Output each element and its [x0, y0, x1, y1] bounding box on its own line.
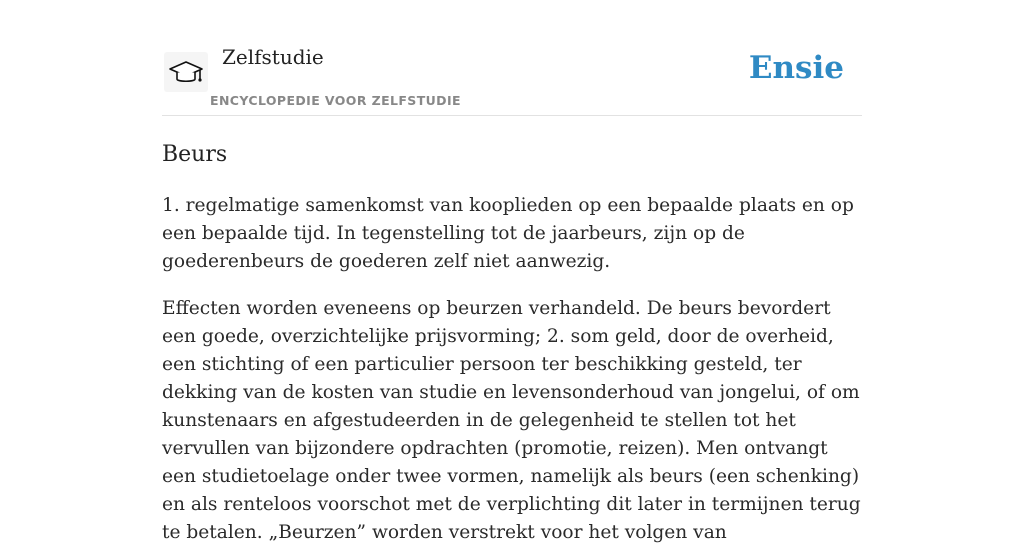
- site-title[interactable]: Zelfstudie: [222, 45, 324, 69]
- brand-logo[interactable]: Ensie: [748, 50, 844, 86]
- graduation-cap-icon: [168, 58, 204, 88]
- site-logo[interactable]: [164, 52, 208, 92]
- site-subtitle: ENCYCLOPEDIE VOOR ZELFSTUDIE: [210, 93, 461, 108]
- article-title: Beurs: [162, 142, 228, 167]
- article: [162, 140, 862, 547]
- article-paragraph: Effecten worden eveneens op beurzen verhandeld. De beurs bevordert een goede, overzichtelijke prijsvorming; 2. som geld, door de overheid, een stichting of een particulier persoon ter beschikking gesteld, ter dekking van de kosten van studie en levensonderhoud van jongelui, of om kunstenaars en afgestudeerden in de gelegenheid te stellen tot het vervullen van bijzondere opdrachten (promotie, reizen). Men ontvangt een studietoelage onder twee vormen, namelijk als beurs (een schenking) en als renteloos voorschot met de verplichting dit later in termijnen terug te betalen. „Beurzen” worden verstrekt voor het volgen van: [162, 298, 861, 543]
- article-paragraph: 1. regelmatige samenkomst van kooplieden op een bepaalde plaats en op een bepaalde tijd. In tegenstelling tot de jaarbeurs, zijn op de goederenbeurs de goederen zelf niet aanwezig.: [162, 195, 854, 272]
- site-header: [162, 0, 862, 116]
